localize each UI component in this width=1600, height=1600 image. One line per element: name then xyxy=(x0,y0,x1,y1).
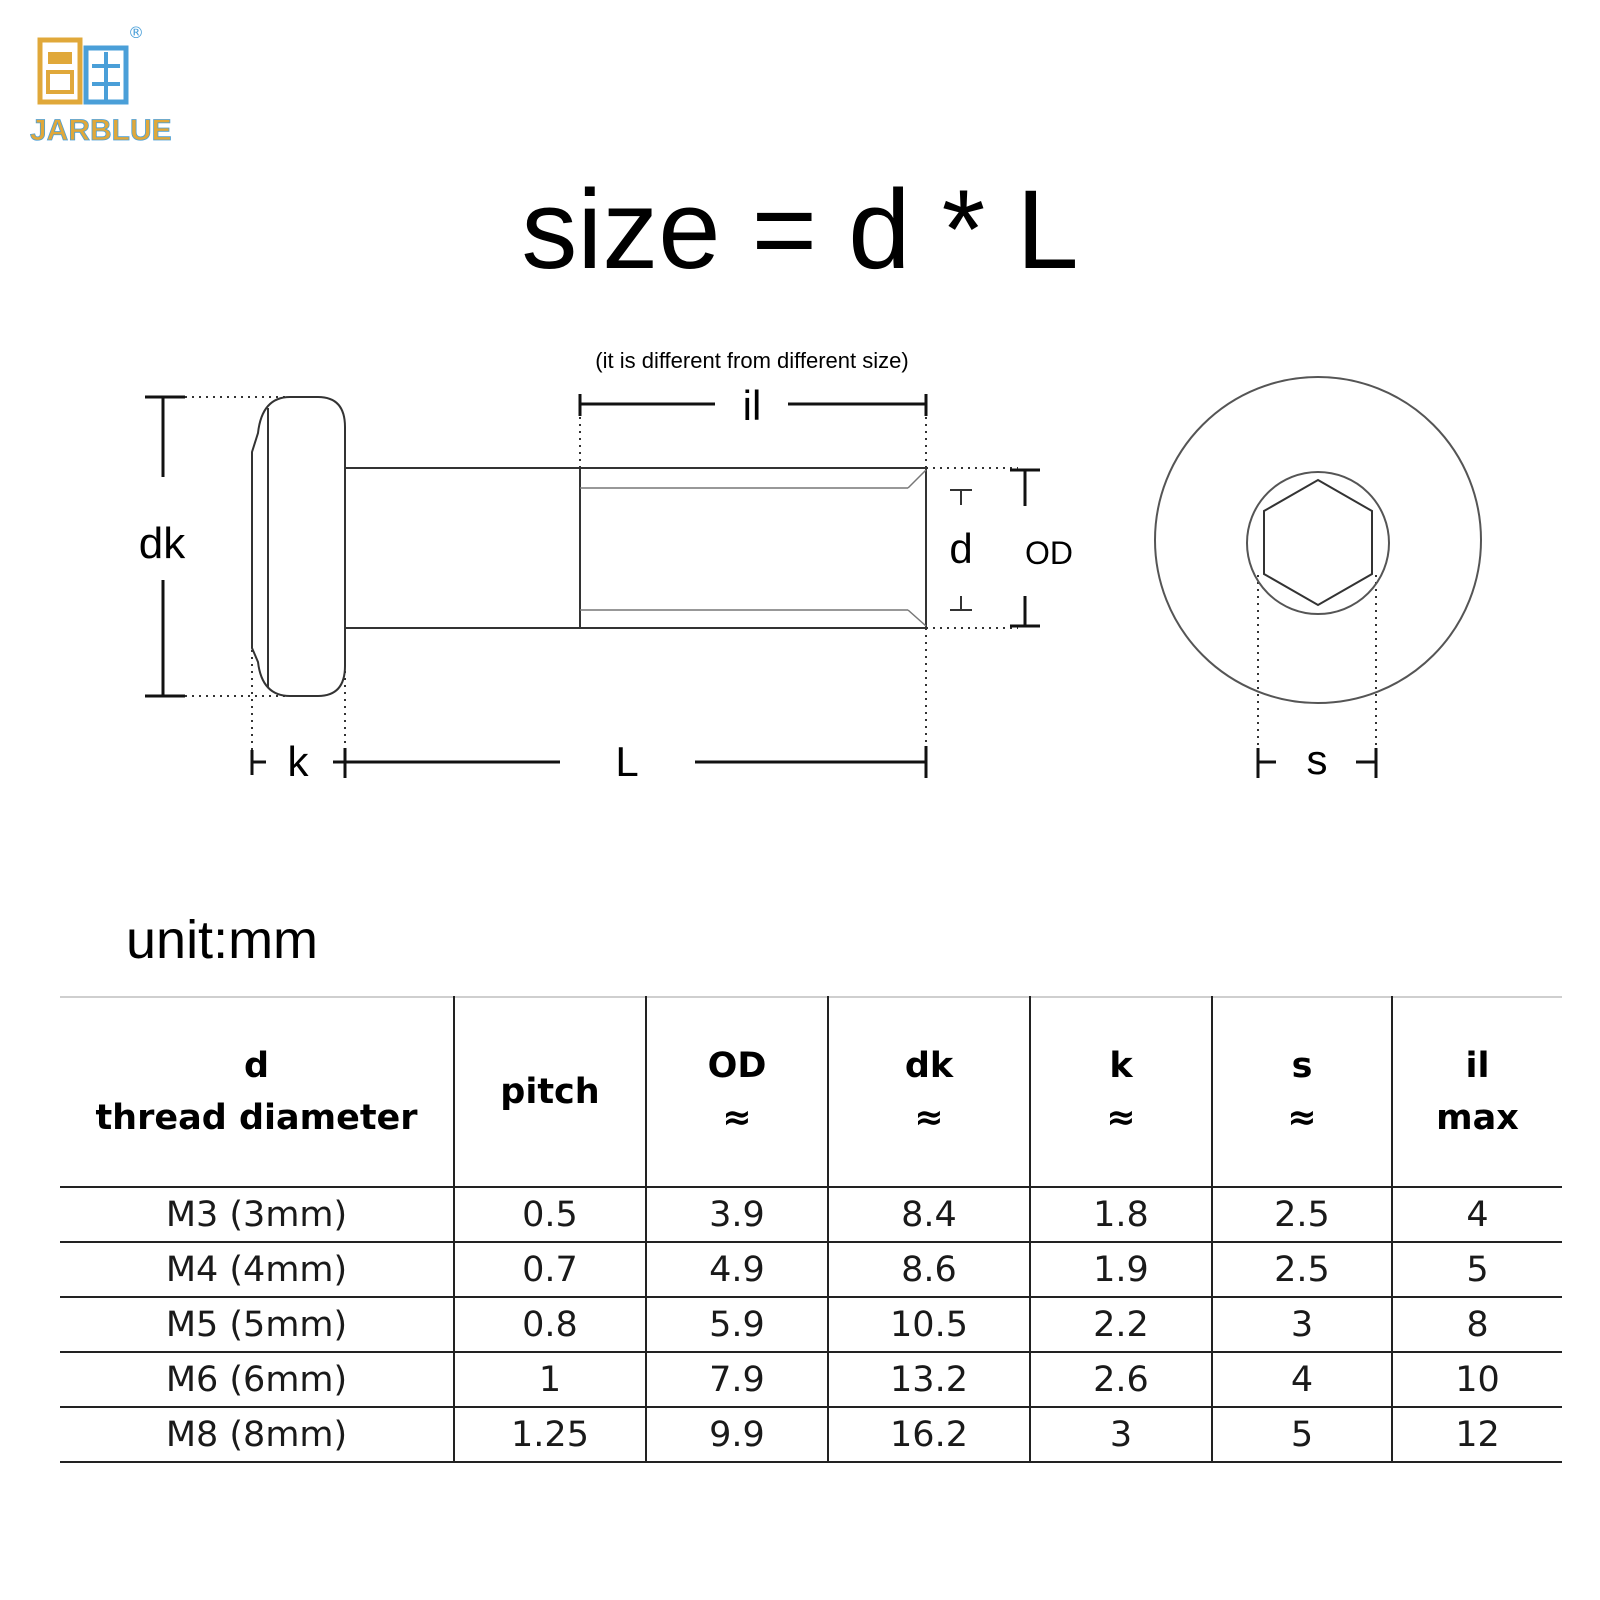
cell-s: 4 xyxy=(1212,1352,1392,1407)
cell-d: M3 (3mm) xyxy=(60,1187,454,1242)
cell-k: 3 xyxy=(1030,1407,1212,1462)
cell-s: 5 xyxy=(1212,1407,1392,1462)
brand-logo xyxy=(28,22,172,150)
cell-d: M8 (8mm) xyxy=(60,1407,454,1462)
size-note: (it is different from different size) xyxy=(595,348,909,373)
cell-d: M4 (4mm) xyxy=(60,1242,454,1297)
table-header-row xyxy=(60,997,1562,1187)
cell-s: 2.5 xyxy=(1212,1187,1392,1242)
cell-d: M5 (5mm) xyxy=(60,1297,454,1352)
header-d: d thread diameter xyxy=(60,997,454,1187)
header-s: s ≈ xyxy=(1212,997,1392,1187)
cell-dk: 13.2 xyxy=(828,1352,1030,1407)
table-row xyxy=(60,1242,1562,1297)
header-dk: dk ≈ xyxy=(828,997,1030,1187)
cell-s: 2.5 xyxy=(1212,1242,1392,1297)
cell-od: 4.9 xyxy=(646,1242,828,1297)
label-dk: dk xyxy=(138,519,186,568)
logo-glyph-mark xyxy=(40,40,126,102)
label-il: il xyxy=(742,382,762,429)
cell-s: 3 xyxy=(1212,1297,1392,1352)
cell-il: 4 xyxy=(1392,1187,1562,1242)
table-row xyxy=(60,1297,1562,1352)
cell-od: 9.9 xyxy=(646,1407,828,1462)
cell-pitch: 0.8 xyxy=(454,1297,646,1352)
cell-k: 1.8 xyxy=(1030,1187,1212,1242)
cell-pitch: 1.25 xyxy=(454,1407,646,1462)
cell-il: 12 xyxy=(1392,1407,1562,1462)
spec-table xyxy=(60,996,1562,1463)
cell-dk: 8.6 xyxy=(828,1242,1030,1297)
cell-od: 7.9 xyxy=(646,1352,828,1407)
cell-pitch: 0.5 xyxy=(454,1187,646,1242)
table-row xyxy=(60,1407,1562,1462)
label-d: d xyxy=(949,525,973,572)
cell-dk: 8.4 xyxy=(828,1187,1030,1242)
header-od: OD ≈ xyxy=(646,997,828,1187)
label-l: L xyxy=(615,738,639,785)
end-view-outer-circle xyxy=(1155,377,1481,703)
cell-k: 2.2 xyxy=(1030,1297,1212,1352)
header-il: il max xyxy=(1392,997,1562,1187)
header-pitch: pitch xyxy=(454,997,646,1187)
cell-il: 10 xyxy=(1392,1352,1562,1407)
cell-pitch: 0.7 xyxy=(454,1242,646,1297)
label-od: OD xyxy=(1025,535,1073,571)
header-k: k ≈ xyxy=(1030,997,1212,1187)
cell-od: 3.9 xyxy=(646,1187,828,1242)
screw-dimension-diagram xyxy=(0,330,1600,800)
cell-k: 2.6 xyxy=(1030,1352,1212,1407)
screw-head xyxy=(252,397,345,696)
cell-pitch: 1 xyxy=(454,1352,646,1407)
cell-od: 5.9 xyxy=(646,1297,828,1352)
cell-dk: 16.2 xyxy=(828,1407,1030,1462)
cell-k: 1.9 xyxy=(1030,1242,1212,1297)
cell-dk: 10.5 xyxy=(828,1297,1030,1352)
cell-d: M6 (6mm) xyxy=(60,1352,454,1407)
thread-chamfer-bottom xyxy=(908,610,926,626)
cell-il: 8 xyxy=(1392,1297,1562,1352)
unit-label: unit:mm xyxy=(126,910,319,970)
table-row xyxy=(60,1187,1562,1242)
cell-il: 5 xyxy=(1392,1242,1562,1297)
hex-socket xyxy=(1264,480,1372,605)
screw-shank xyxy=(345,468,926,628)
logo-wordmark: JARBLUE xyxy=(30,114,172,147)
registered-mark: ® xyxy=(128,23,144,42)
thread-chamfer-top xyxy=(908,470,926,488)
table-row xyxy=(60,1352,1562,1407)
page-title: size = d * L xyxy=(521,167,1079,292)
end-view-socket-circle xyxy=(1247,472,1389,614)
label-k: k xyxy=(287,738,309,785)
label-s: s xyxy=(1306,736,1328,783)
